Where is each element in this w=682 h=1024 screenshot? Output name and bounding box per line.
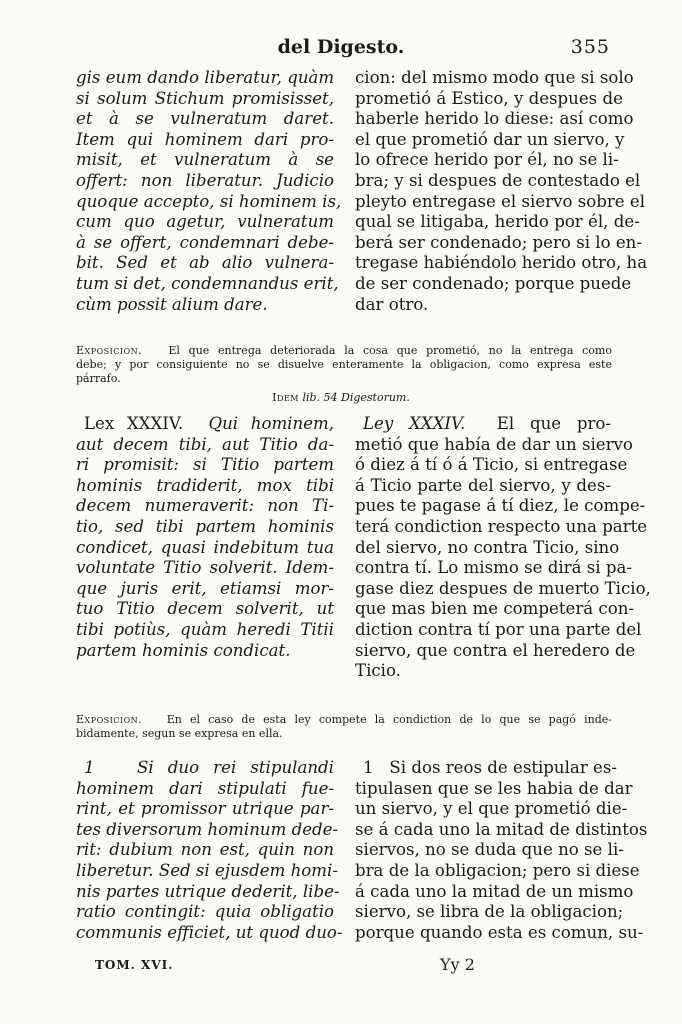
latin-line: gis eum dando liberatur, quàm <box>76 68 335 87</box>
spanish-line: tregase habiéndolo herido otro, ha <box>355 253 648 273</box>
lex-heading: Lex XXXIV. <box>84 414 184 433</box>
spanish-text: El que pro- <box>496 414 611 433</box>
latin-line <box>76 414 334 435</box>
spanish-line: ó diez á tí ó á Ticio, si entregase <box>355 455 628 475</box>
exposicion-label: Exposicion. <box>76 713 143 726</box>
latin-line: ratio contingit: quia obligatio <box>76 902 334 922</box>
spanish-line: siervo, se libra de la obligacion; <box>355 902 624 922</box>
spanish-line: que mas bien me competerá con- <box>355 599 634 619</box>
latin-line: condicet, quasi indebitum tua <box>76 537 334 557</box>
source-citation <box>0 391 682 404</box>
latin-line: à se offert, condemnari debe- <box>76 232 334 252</box>
spanish-line: terá condiction respecto una parte <box>355 516 648 536</box>
latin-line: et à se vulneratum daret. <box>76 109 334 129</box>
signature-mark: Yy 2 <box>440 955 475 974</box>
exposicion-line: bidamente, segun se expresa en ella. <box>76 727 283 740</box>
exposicion-label: Exposicion. <box>76 344 143 357</box>
exposicion-note-2 <box>76 713 612 741</box>
exposicion-line <box>76 344 612 358</box>
latin-line: que juris erit, etiamsi mor- <box>76 578 334 598</box>
spanish-line <box>355 414 611 435</box>
latin-line: Item qui hominem dari pro- <box>76 129 334 149</box>
spanish-line: pleyto entregase el siervo sobre el <box>355 191 646 211</box>
page-number: 355 <box>570 36 610 58</box>
exposicion-note-1 <box>76 344 612 386</box>
latin-line <box>76 758 334 779</box>
spanish-line: del siervo, no contra Ticio, sino <box>355 537 620 557</box>
latin-column-1 <box>76 68 342 315</box>
spanish-line: prometió á Estico, y despues de <box>355 88 623 108</box>
spanish-line: porque quando esta es comun, su- <box>355 922 644 942</box>
spanish-line <box>355 758 617 779</box>
spanish-line: un siervo, y el que prometió die- <box>355 799 628 819</box>
spanish-line: qual se litigaba, herido por él, de- <box>355 212 640 232</box>
spanish-column-2 <box>355 414 651 682</box>
latin-line: offert: non liberatur. Judicio <box>76 170 334 190</box>
running-title: del Digesto. <box>277 36 405 58</box>
spanish-text: Si dos reos de estipular es- <box>389 758 617 777</box>
spanish-line: gase diez despues de muerto Ticio, <box>355 578 651 598</box>
latin-line: ri promisit: si Titio partem <box>76 455 334 475</box>
volume-footer: TOM. XVI. <box>95 958 174 972</box>
spanish-line: diction contra tí por una parte del <box>355 619 642 639</box>
latin-line: cùm possit alium dare. <box>76 294 268 314</box>
section-number: 1 <box>84 758 95 777</box>
latin-line: communis efficiet, ut quod duo- <box>76 922 343 942</box>
latin-line: tibi potiùs, quàm heredi Titii <box>76 619 334 639</box>
latin-line: hominis tradiderit, mox tibi <box>76 475 334 495</box>
ley-heading: Ley XXXIV. <box>363 414 466 433</box>
exposicion-line: párrafo. <box>76 372 121 385</box>
latin-column-2 <box>76 414 334 661</box>
spanish-column-3 <box>355 758 648 943</box>
spanish-column-1 <box>355 68 648 315</box>
spanish-line: á cada uno la mitad de un mismo <box>355 881 634 901</box>
exposicion-line <box>76 713 612 727</box>
citation-author: Idem <box>272 391 299 404</box>
latin-line: decem numeraverit: non Ti- <box>76 496 334 516</box>
spanish-line: bra de la obligacion; pero si diese <box>355 860 640 880</box>
spanish-line: á Ticio parte del siervo, y des- <box>355 475 611 495</box>
latin-line: tum si det, condemnandus erit, <box>76 273 339 293</box>
spanish-line: pues te pagase á tí diez, le compe- <box>355 496 646 516</box>
exposicion-line: debe; y por consiguiente no se disuelve enteramente la obligacion, como expresa este <box>76 358 612 371</box>
spanish-line: contra tí. Lo mismo se dirá si pa- <box>355 558 632 578</box>
spanish-line: haberle herido lo diese: así como <box>355 109 634 129</box>
exposicion-text: El que entrega deteriorada la cosa que prometió, no la entrega como <box>168 344 612 357</box>
latin-column-3 <box>76 758 343 943</box>
spanish-line: berá ser condenado; pero si lo en- <box>355 232 642 252</box>
latin-line: tio, sed tibi partem hominis <box>76 516 334 536</box>
spanish-line: metió que había de dar un siervo <box>355 434 633 454</box>
spanish-line: cion: del mismo modo que si solo <box>355 68 634 87</box>
latin-line: cum quo agetur, vulneratum <box>76 212 334 232</box>
latin-line: liberetur. Sed si ejusdem homi- <box>76 860 338 880</box>
latin-line: tes diversorum hominum dede- <box>76 819 339 839</box>
latin-line: tuo Titio decem solverit, ut <box>76 599 334 619</box>
spanish-line: lo ofrece herido por él, no se li- <box>355 150 619 170</box>
latin-line: hominem dari stipulati fue- <box>76 778 334 798</box>
exposicion-text: En el caso de esta ley compete la condiction de lo que se pagó inde- <box>166 713 612 726</box>
citation-work: lib. 54 Digestorum. <box>302 391 410 404</box>
latin-text: Qui hominem, <box>208 414 334 433</box>
spanish-line: dar otro. <box>355 294 429 314</box>
spanish-line: de ser condenado; porque puede <box>355 273 632 293</box>
spanish-line: se á cada uno la mitad de distintos <box>355 819 648 839</box>
latin-line: quoque accepto, si hominem is, <box>76 191 342 211</box>
latin-line: nis partes utrique dederit, libe- <box>76 881 340 901</box>
spanish-line: siervos, no se duda que no se li- <box>355 840 624 860</box>
latin-line: misit, et vulneratum à se <box>76 150 334 170</box>
spanish-line: siervo, que contra el heredero de <box>355 640 636 660</box>
latin-line: partem hominis condicat. <box>76 640 291 660</box>
latin-line: voluntate Titio solverit. Idem- <box>76 558 334 578</box>
latin-line: rint, et promissor utrique par- <box>76 799 334 819</box>
spanish-line: bra; y si despues de contestado el <box>355 170 641 190</box>
spanish-line: tipulasen que se les habia de dar <box>355 778 633 798</box>
running-head <box>0 36 682 60</box>
latin-line: bit. Sed et ab alio vulnera- <box>76 253 334 273</box>
latin-line: aut decem tibi, aut Titio da- <box>76 434 334 454</box>
latin-line: rit: dubium non est, quin non <box>76 840 334 860</box>
spanish-line: el que prometió dar un siervo, y <box>355 129 625 149</box>
spanish-line: Ticio. <box>355 661 401 681</box>
section-number: 1 <box>363 758 374 777</box>
latin-line: si solum Stichum promisisset, <box>76 88 334 108</box>
latin-text: Si duo rei stipulandi <box>136 758 334 777</box>
